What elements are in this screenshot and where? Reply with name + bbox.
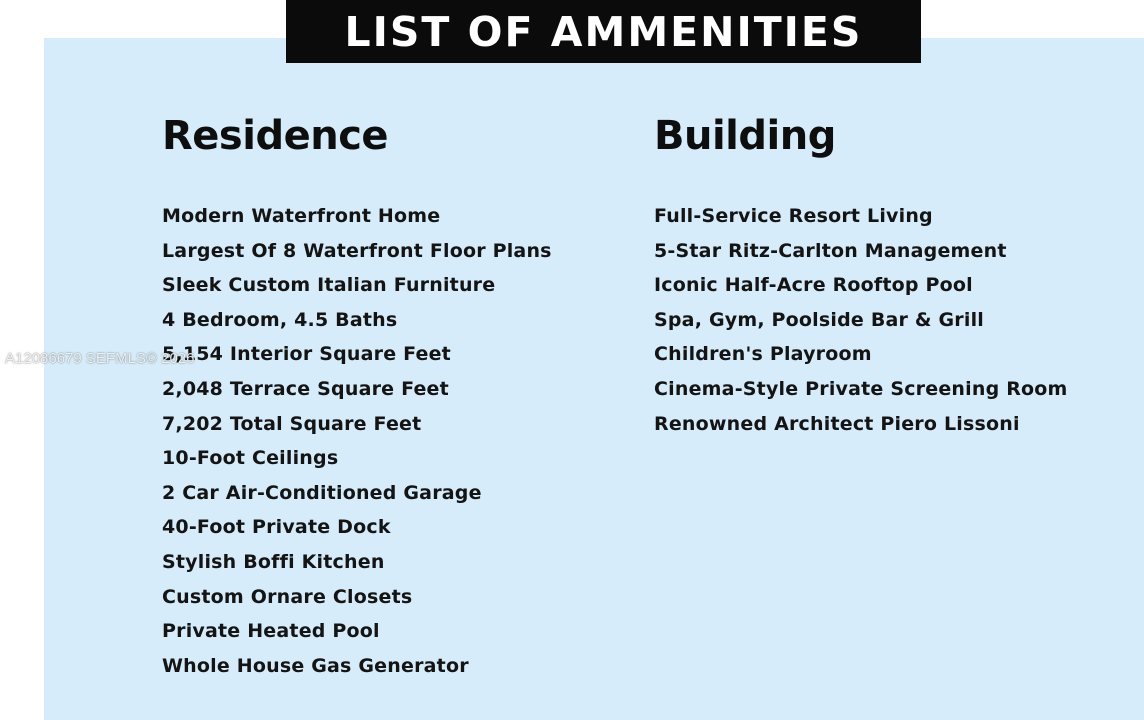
residence-item: Private Heated Pool — [162, 620, 380, 643]
residence-item: 10-Foot Ceilings — [162, 447, 339, 470]
building-item: Cinema-Style Private Screening Room — [654, 377, 1068, 400]
residence-heading: Residence — [162, 113, 389, 159]
building-list — [654, 199, 1068, 441]
building-column — [654, 110, 1068, 441]
title-banner — [286, 0, 921, 63]
page-title: LIST OF AMMENITIES — [344, 8, 863, 56]
residence-item: 2 Car Air-Conditioned Garage — [162, 481, 482, 504]
residence-list — [162, 199, 552, 683]
building-item: Full-Service Resort Living — [654, 205, 933, 227]
building-item: Children's Playroom — [654, 343, 872, 366]
residence-column — [162, 110, 552, 683]
residence-item: Whole House Gas Generator — [162, 654, 469, 677]
building-item: 5-Star Ritz-Carlton Management — [654, 239, 1007, 262]
residence-item: Modern Waterfront Home — [162, 205, 441, 227]
residence-item: Custom Ornare Closets — [162, 585, 413, 608]
residence-item: 4 Bedroom, 4.5 Baths — [162, 308, 398, 331]
building-heading: Building — [654, 113, 836, 159]
residence-item: Sleek Custom Italian Furniture — [162, 274, 496, 297]
residence-item: 7,202 Total Square Feet — [162, 412, 422, 435]
residence-item: 40-Foot Private Dock — [162, 516, 391, 539]
residence-item: Stylish Boffi Kitchen — [162, 550, 385, 573]
building-item: Renowned Architect Piero Lissoni — [654, 412, 1020, 435]
building-item: Spa, Gym, Poolside Bar & Grill — [654, 308, 984, 331]
residence-item: Largest Of 8 Waterfront Floor Plans — [162, 239, 552, 262]
residence-item: 2,048 Terrace Square Feet — [162, 377, 449, 400]
listing-watermark: A12086679 SEFMLS© 2026 — [5, 350, 195, 367]
building-item: Iconic Half-Acre Rooftop Pool — [654, 274, 973, 297]
residence-item: 5,154 Interior Square Feet — [162, 343, 451, 366]
